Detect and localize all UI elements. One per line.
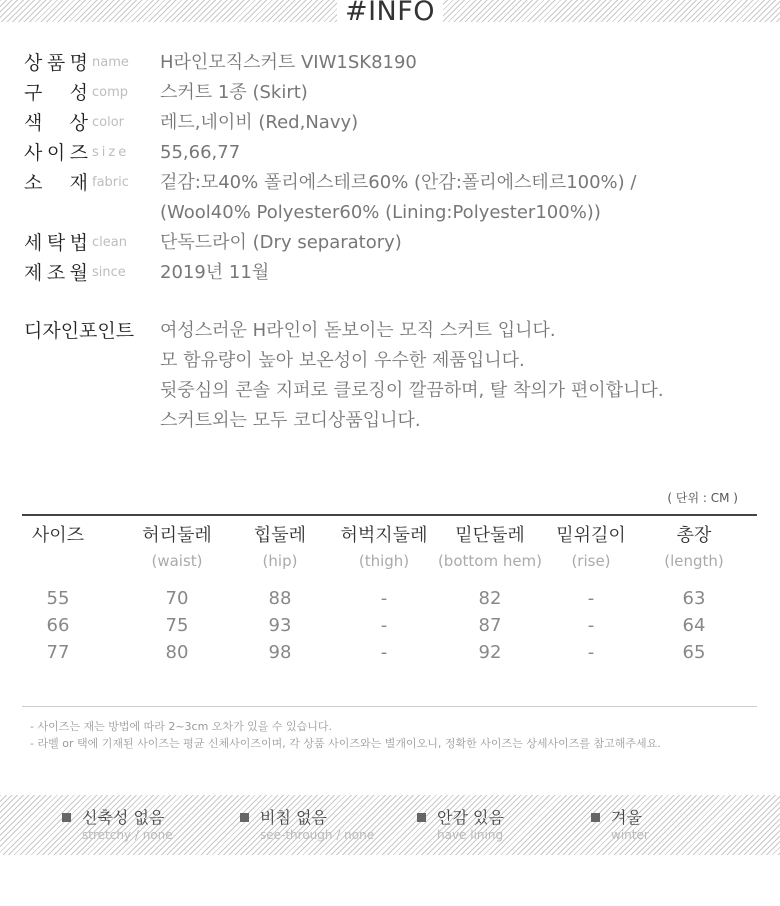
- feature-sub-label: have lining: [437, 828, 504, 842]
- info-label-char: 색: [24, 112, 43, 134]
- info-sub-label: comp: [92, 85, 129, 100]
- design-point-line: 여성스러운 H라인이 돋보이는 모직 스커트 입니다.: [160, 320, 556, 341]
- feature-label: 겨울: [611, 808, 642, 827]
- feature-sub-label: stretchy / none: [82, 828, 173, 842]
- table-cell: 80: [165, 642, 189, 663]
- table-header-en: (bottom hem): [437, 552, 543, 570]
- table-header-ko: 사이즈: [31, 525, 85, 546]
- table-cell: 66: [46, 615, 70, 636]
- info-label: [24, 228, 88, 258]
- info-label-char: 제: [24, 262, 43, 284]
- feature-sub-label: winter: [611, 828, 649, 842]
- info-value: 레드,네이비 (Red,Navy): [160, 112, 359, 133]
- table-header-ko: 허리둘레: [142, 525, 212, 546]
- info-label-char: 상: [24, 52, 43, 74]
- info-label-char: 품: [46, 52, 66, 74]
- table-header-en: (hip): [262, 552, 298, 570]
- table-header-ko: 총장: [676, 525, 712, 546]
- info-value: H라인모직스커트 VIW1SK8190: [160, 52, 417, 73]
- feature-label: 안감 있음: [437, 808, 504, 827]
- info-label: [24, 78, 88, 108]
- info-sub-label: fabric: [92, 175, 129, 190]
- feature-band: [0, 795, 780, 855]
- size-table: [22, 514, 757, 707]
- design-point-label: 디자인포인트: [24, 320, 135, 342]
- info-value: 스커트 1종 (Skirt): [160, 82, 308, 103]
- size-note: - 라벨 or 택에 기재된 사이즈는 평균 신체사이즈이며, 각 상품 사이즈와는 별개이오니, 정확한 사이즈는 상세사이즈를 참고해주세요.: [30, 737, 661, 750]
- table-header-ko: 힙둘레: [253, 525, 307, 546]
- design-point-lines: [160, 316, 664, 436]
- table-cell: 64: [682, 615, 706, 636]
- table-cell: 88: [268, 588, 292, 609]
- size-unit: ( 단위 : CM ): [667, 491, 738, 505]
- table-header: [430, 524, 550, 574]
- table-cell: 92: [478, 642, 502, 663]
- info-label: [24, 138, 88, 168]
- info-label-char: 성: [69, 82, 88, 104]
- square-bullet-icon: [417, 813, 426, 822]
- info-label-char: 사: [24, 142, 43, 164]
- square-bullet-icon: [591, 813, 600, 822]
- info-label: [24, 168, 88, 198]
- table-header: [240, 524, 320, 574]
- feature-label: 신축성 없음: [82, 808, 165, 827]
- info-label-char: 구: [24, 82, 43, 104]
- table-cell: 70: [165, 588, 189, 609]
- info-label-char: 월: [69, 262, 88, 284]
- table-cell: 75: [165, 615, 189, 636]
- info-sub-label: clean: [92, 235, 127, 250]
- table-header: [332, 524, 436, 574]
- info-label-char: 이: [46, 142, 66, 164]
- table-cell: -: [380, 588, 388, 609]
- table-header-ko: 밑단둘레: [455, 525, 525, 546]
- table-header: [127, 524, 227, 574]
- table-cell: 63: [682, 588, 706, 609]
- info-label-char: 조: [46, 262, 66, 284]
- table-cell: -: [587, 615, 595, 636]
- feature-sub-label: see-through / none: [260, 828, 375, 842]
- info-label-char: 세: [24, 232, 43, 254]
- info-label-char: 즈: [69, 142, 88, 164]
- design-point-line: 모 함유량이 높아 보온성이 우수한 제품입니다.: [160, 350, 525, 371]
- info-value: 단독드라이 (Dry separatory): [160, 232, 402, 253]
- table-cell: 98: [268, 642, 292, 663]
- table-header-en: (length): [664, 552, 724, 570]
- size-note: - 사이즈는 재는 방법에 따라 2~3cm 오차가 있을 수 있습니다.: [30, 720, 333, 733]
- info-label-char: 명: [69, 52, 88, 74]
- info-label: [24, 48, 88, 78]
- info-label-char: 법: [69, 232, 88, 254]
- table-header: [547, 524, 635, 574]
- square-bullet-icon: [62, 813, 71, 822]
- section-title: [0, 0, 780, 27]
- table-cell: -: [587, 642, 595, 663]
- info-sub-label: size: [92, 145, 130, 160]
- info-value: 55,66,77: [160, 142, 241, 163]
- table-cell: -: [380, 615, 388, 636]
- table-cell: -: [587, 588, 595, 609]
- table-header-en: (rise): [571, 552, 611, 570]
- feature-label: 비침 없음: [260, 808, 327, 827]
- table-header: [654, 524, 734, 574]
- table-header: [22, 524, 94, 548]
- table-header-en: (waist): [151, 552, 203, 570]
- info-label-char: 탁: [46, 232, 66, 254]
- info-sub-label: color: [92, 115, 125, 130]
- table-header-ko: 허벅지둘레: [340, 525, 428, 546]
- table-header-en: (thigh): [358, 552, 410, 570]
- table-cell: 77: [46, 642, 70, 663]
- info-value: 겉감:모40% 폴리에스테르60% (안감:폴리에스테르100%) /: [160, 172, 637, 193]
- size-notes: [30, 718, 661, 752]
- info-value-line2: (Wool40% Polyester60% (Lining:Polyester100%)): [160, 202, 601, 223]
- table-cell: 65: [682, 642, 706, 663]
- info-label-char: 소: [24, 172, 43, 194]
- table-cell: 82: [478, 588, 502, 609]
- info-sub-label: name: [92, 55, 129, 70]
- info-label: [24, 108, 88, 138]
- table-cell: 93: [268, 615, 292, 636]
- info-sub-label: since: [92, 265, 126, 280]
- info-value: 2019년 11월: [160, 262, 270, 283]
- info-label-char: 재: [69, 172, 88, 194]
- info-label: [24, 258, 88, 288]
- table-cell: -: [380, 642, 388, 663]
- square-bullet-icon: [240, 813, 249, 822]
- info-label-char: 상: [69, 112, 88, 134]
- table-header-ko: 밑위길이: [556, 525, 626, 546]
- section-title-text: #INFO: [337, 0, 443, 24]
- design-point-line: 뒷중심의 콘솔 지퍼로 클로징이 깔끔하며, 탈 착의가 편이합니다.: [160, 380, 664, 401]
- design-point-line: 스커트외는 모두 코디상품입니다.: [160, 410, 421, 431]
- table-cell: 87: [478, 615, 502, 636]
- table-cell: 55: [46, 588, 70, 609]
